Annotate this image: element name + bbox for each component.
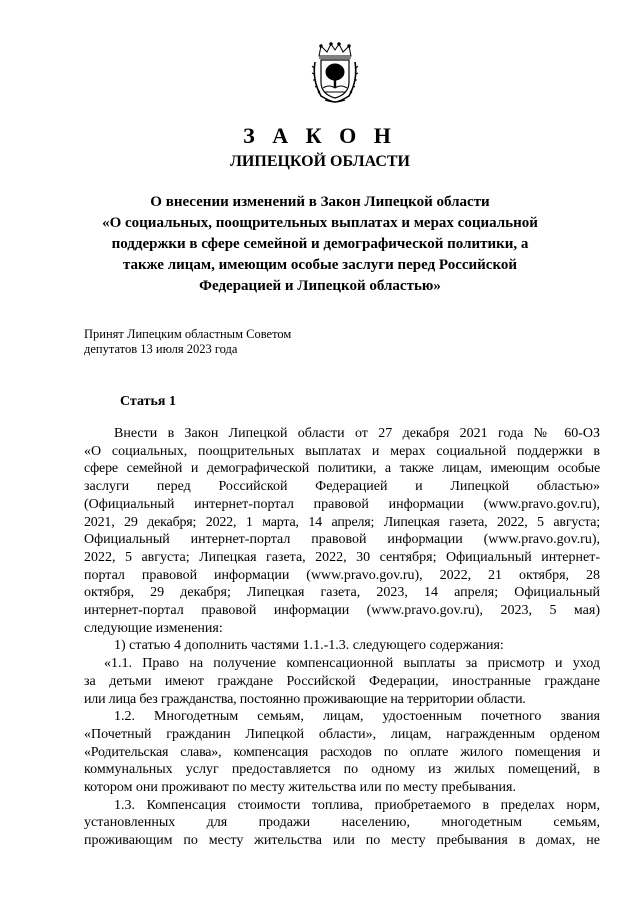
law-heading bbox=[80, 192, 560, 297]
adoption-line: депутатов 13 июля 2023 года bbox=[84, 342, 238, 356]
adoption-line: Принят Липецким областным Советом bbox=[84, 327, 292, 341]
article-heading: Статья 1 bbox=[120, 394, 176, 409]
body-line: портал правовой информации (www.pravo.gov.ru), 2022, 21 октября, 28 bbox=[84, 567, 600, 583]
body-line: «Родительская слава», компенсация расходов по оплате жилого помещения и bbox=[84, 744, 600, 760]
body-line: установленных для продажи населению, многодетным семьям, bbox=[84, 815, 600, 831]
body-line: 1) статью 4 дополнить частями 1.1.-1.3. следующего содержания: bbox=[114, 638, 504, 654]
body-line: 1.3. Компенсация стоимости топлива, приобретаемого в пределах норм, bbox=[114, 797, 600, 813]
body-line: 2022, 5 августа; Липецкая газета, 2022, 30 сентября; Официальный интернет- bbox=[84, 549, 600, 565]
body-line: 1.2. Многодетным семьям, лицам, удостоенным почетного звания bbox=[114, 709, 600, 725]
document-type-title: З А К О Н bbox=[243, 123, 397, 148]
region-title: ЛИПЕЦКОЙ ОБЛАСТИ bbox=[230, 153, 410, 170]
body-line: Внести в Закон Липецкой области от 27 декабря 2021 года № 60-ОЗ bbox=[114, 426, 600, 441]
heading-line: Федерацией и Липецкой областью» bbox=[199, 278, 441, 294]
adoption-note bbox=[84, 327, 291, 357]
body-line: котором они проживают по месту жительства или по месту пребывания. bbox=[84, 780, 516, 796]
body-line: интернет-портал правовой информации (www.pravo.gov.ru), 2023, 5 мая) bbox=[84, 603, 600, 619]
heading-line: также лицам, имеющим особые заслуги перед Российской bbox=[122, 257, 518, 273]
body-line: заслуги перед Российской Федерацией и Липецкой областью» bbox=[84, 479, 600, 495]
body-line: сфере семейной и демографической политики, а также лицам, имеющим особые bbox=[84, 461, 600, 477]
article-body bbox=[84, 425, 600, 850]
body-line: коммунальных услуг предоставляется по одному из жилых помещений, в bbox=[84, 762, 600, 778]
body-line: за детьми имеют граждане Российской Федерации, иностранные граждане bbox=[84, 673, 600, 689]
body-line: «1.1. Право на получение компенсационной выплаты за присмотр и уход bbox=[104, 656, 600, 672]
body-line: октября, 29 декабря; Липецкая газета, 2023, 14 апреля; Официальный bbox=[84, 585, 600, 601]
heading-line: поддержки в сфере семейной и демографической политики, а bbox=[111, 236, 529, 252]
body-line: «О социальных, поощрительных выплатах и мерах социальной поддержки в bbox=[84, 443, 600, 459]
body-line: (Официальный интернет-портал правовой информации (www.pravo.gov.ru), bbox=[84, 496, 600, 512]
coat-of-arms-icon bbox=[311, 42, 359, 104]
body-line: следующие изменения: bbox=[84, 620, 223, 636]
heading-line: «О социальных, поощрительных выплатах и мерах социальной bbox=[102, 215, 538, 231]
body-line: или лица без гражданства, постоянно проживающие на территории области. bbox=[84, 691, 526, 707]
body-line: Официальный интернет-портал правовой информации (www.pravo.gov.ru), bbox=[84, 532, 600, 548]
heading-line: О внесении изменений в Закон Липецкой области bbox=[150, 194, 490, 210]
body-line: проживающим по месту жительства или по месту пребывания в домах, не bbox=[84, 833, 600, 849]
body-line: 2021, 29 декабря; 2022, 1 марта, 14 апреля; Липецкая газета, 2022, 5 августа; bbox=[84, 514, 600, 530]
body-line: «Почетный гражданин Липецкой области», лицам, награжденным орденом bbox=[84, 726, 600, 742]
